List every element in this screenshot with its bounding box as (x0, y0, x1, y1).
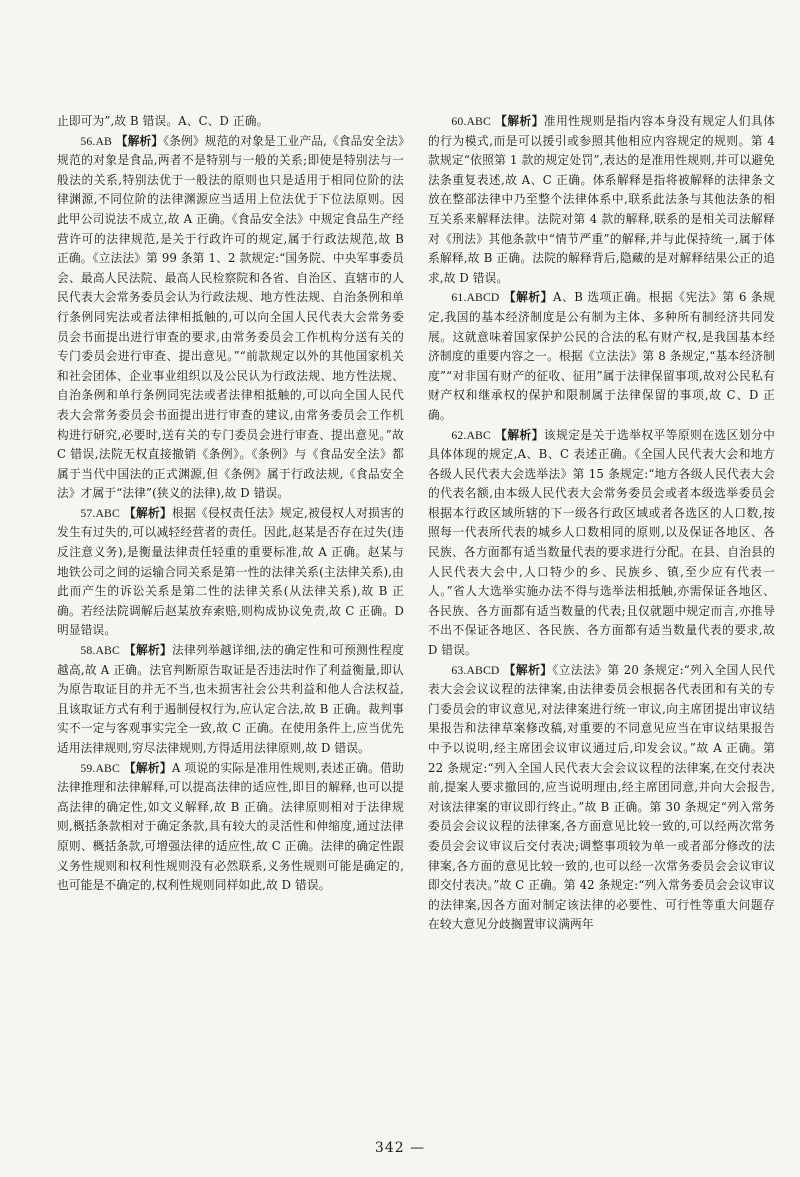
answer-letters: AB (95, 134, 112, 148)
question-number: 57. (80, 506, 96, 520)
paragraph-body: 《立法法》第 20 条规定:“列入全国人民代表大会会议议程的法律案,由法律委员会根据各代表团和有关的专门委员会的审议意见,对法律案进行统一审议,向主席团提出审议结果报告和法律草案修改稿,对重要的不同意见应当在审议结果报告中予以说明,经主席团会议审议通过后,印发会议。”故 A 正确。第 22 条规定:“列入全国人民代表大会会议议程的法律案,在交付表决前,提案人要求撤回的,应当说明理由,经主席团同意,并向大会报告,对该法律案的审议即行终止。”故 B 正确。第 30 条规定“列入常务委员会会议议程的法律案,各方面意见比较一致的,可以经两次常务委员会会议审议后交付表决;调整事项较为单一或者部分修改的法律案,各方面的意见比较一致的,也可以经一次常务委员会会议审议即交付表决。”故 C 正确。第 42 条规定:“列入常务委员会会议审议的法律案,因各方面对制定该法律的必要性、可行性等重大问题存在较大意见分歧搁置审议满两年 (428, 662, 775, 932)
answer-paragraph (428, 288, 775, 425)
answer-paragraph (428, 426, 775, 661)
paragraph-body: 准用性规则是指内容本身没有规定人们具体的行为模式,而是可以援引或参照其他相应内容规定的规则。第 4 款规定“依照第 1 款的规定处罚”,表达的是准用性规则,并可以避免法条重复表述,故 A、C 正确。体系解释是指将被解释的法律条文放在整部法律中乃至整个法律体系中,联系此法条与其他法条的相互关系来解释法律。法院对第 4 款的解释,联系的是相关司法解释对《刑法》其他条款中“情节严重”的解释,并与此保持统一,属于体系解释,故 B 正确。法院的解释背后,隐藏的是对解释结果公正的追求,故 D 错误。 (428, 114, 775, 285)
question-number: 63. (451, 663, 467, 677)
question-number: 60. (451, 115, 467, 128)
analysis-tag: 【解析】 (503, 662, 553, 677)
answer-letters: ABC (95, 506, 120, 520)
question-number: 58. (80, 644, 96, 658)
answer-letters: ABC (95, 761, 120, 775)
question-number: 62. (451, 428, 467, 442)
answer-letters: ABCD (466, 663, 500, 677)
paragraph-body: 法律列举越详细,法的确定性和可预测性程度越高,故 A 正确。法官判断原告取证是否违法时作了利益衡量,即认为原告取证目的并无不当,也未损害社会公共利益和他人合法权益,且该取证方式有利于遏制侵权行为,应认定合法,故 B 正确。裁判事实不一定与客观事实完全一致,故 C 正确。在使用条件上,应当优先适用法律规则,穷尽法律规则,方得适用法律原则,故 D 错误。 (57, 643, 404, 755)
answer-paragraph (57, 641, 404, 759)
answer-paragraph (428, 112, 775, 288)
page-number: 342 — (374, 1140, 426, 1156)
analysis-tag: 【解析】 (123, 643, 173, 658)
answer-paragraph (57, 504, 404, 641)
analysis-tag: 【解析】 (123, 760, 172, 775)
answer-letters: ABC (466, 428, 491, 442)
question-number: 59. (80, 761, 96, 775)
analysis-tag: 【解析】 (503, 290, 553, 305)
analysis-tag: 【解析】 (115, 133, 164, 148)
answer-paragraph (428, 661, 775, 935)
answer-paragraph (57, 132, 404, 504)
question-number: 61. (451, 291, 467, 305)
paragraph-body: 该规定是关于选举权平等原则在选区划分中具体体现的规定,A、B、C 表述正确。《全国人民代表大会和地方各级人民代表大会选举法》第 15 条规定:“地方各级人民代表大会的代表名额,由本级人民代表大会常务委员会或者本级选举委员会根据本行政区域所辖的下一级各行政区域或者各选区的人口数,按照每一代表所代表的城乡人口数相同的原则,以及保证各地区、各民族、各方面都有适当数量代表的要求进行分配。在县、自治县的人民代表大会中,人口特少的乡、民族乡、镇,至少应有代表一人。”省人大选举实施办法不得与选举法相抵触,亦需保证各地区、各民族、各方面都有适当数量的代表;且仅就题中规定而言,亦推导不出不保证各地区、各民族、各方面都有适当数量代表的要求,故 D 错误。 (428, 427, 775, 658)
paragraph-body: 止即可为”,故 B 错误。A、C、D 正确。 (57, 114, 269, 128)
answer-letters: ABCD (466, 291, 500, 305)
answer-letters: ABC (466, 115, 491, 128)
paragraph-body: 《条例》规范的对象是工业产品,《食品安全法》规范的对象是食品,两者不是特别与一般的关系;即使是特别法与一般法的关系,特别法优于一般法的原则也只是适用于相同位阶的法律渊源,不同位阶的法律渊源应当适用上位法优于下位法原则。因此甲公司说法不成立,故 A 正确。《食品安全法》中规定食品生产经营许可的法律规范,是关于行政许可的规定,属于行政法规范,故 B 正确。《立法法》第 99 条第 1、2 款规定:“国务院、中央军事委员会、最高人民法院、最高人民检察院和各省、自治区、直辖市的人民代表大会常务委员会认为行政法规、地方性法规、自治条例和单行条例同宪法或者法律相抵触的,可以向全国人民代表大会常务委员会书面提出进行审查的要求,由常务委员会工作机构分送有关的专门委员会进行审查、提出意见。”“前款规定以外的其他国家机关和社会团体、企业事业组织以及公民认为行政法规、地方性法规、自治条例和单行条例同宪法或者法律相抵触的,可以向全国人民代表大会常务委员会书面提出进行审查的建议,由常务委员会工作机构进行研究,必要时,送有关的专门委员会进行审查、提出意见。”故 C 错误,法院无权直接撤销《条例》。《条例》与《食品安全法》都属于当代中国法的正式渊源,但《条例》属于行政法规,《食品安全法》才属于“法律”(狭义的法律),故 D 错误。 (57, 133, 404, 501)
answer-paragraph (57, 759, 404, 896)
analysis-tag: 【解析】 (123, 505, 173, 520)
answer-paragraph (57, 112, 404, 132)
paragraph-body: A 项说的实际是准用性规则,表述正确。借助法律推理和法律解释,可以提高法律的适应性,即目的解释,也可以提高法律的确定性,如文义解释,故 B 正确。法律原则相对于法律规则,概括条款相对于确定条款,具有较大的灵活性和伸缩度,通过法律原则、概括条款,可增强法律的适应性,故 C 正确。法律的确定性跟义务性规则和权利性规则没有必然联系,义务性规则可能是确定的,也可能是不确定的,权利性规则同样如此,故 D 错误。 (57, 760, 404, 893)
answer-letters: ABC (95, 644, 120, 658)
analysis-tag: 【解析】 (495, 427, 544, 442)
right-column (428, 112, 775, 935)
left-column (57, 112, 404, 896)
analysis-tag: 【解析】 (495, 114, 544, 128)
paragraph-body: A、B 选项正确。根据《宪法》第 6 条规定,我国的基本经济制度是公有制为主体、多种所有制经济共同发展。这就意味着国家保护公民的合法的私有财产权,是我国基本经济制度的重要内容之一。根据《立法法》第 8 条规定,“基本经济制度”“对非国有财产的征收、征用”属于法律保留事项,故对公民私有财产权和继承权的保护和限制属于法律保留的事项,故 C、D 正确。 (428, 290, 775, 422)
paragraph-body: 根据《侵权责任法》规定,被侵权人对损害的发生有过失的,可以减轻经营者的责任。因此,赵某是否存在过失(违反注意义务),是衡量法律责任轻重的重要标准,故 A 正确。赵某与地铁公司之间的运输合同关系是第一性的法律关系(主法律关系),由此而产生的诉讼关系是第二性的法律关系(从法律关系),故 B 正确。若经法院调解后赵某放弃索赔,则构成协议免责,故 C 正确。D 明显错误。 (57, 505, 404, 638)
question-number: 56. (80, 134, 96, 148)
